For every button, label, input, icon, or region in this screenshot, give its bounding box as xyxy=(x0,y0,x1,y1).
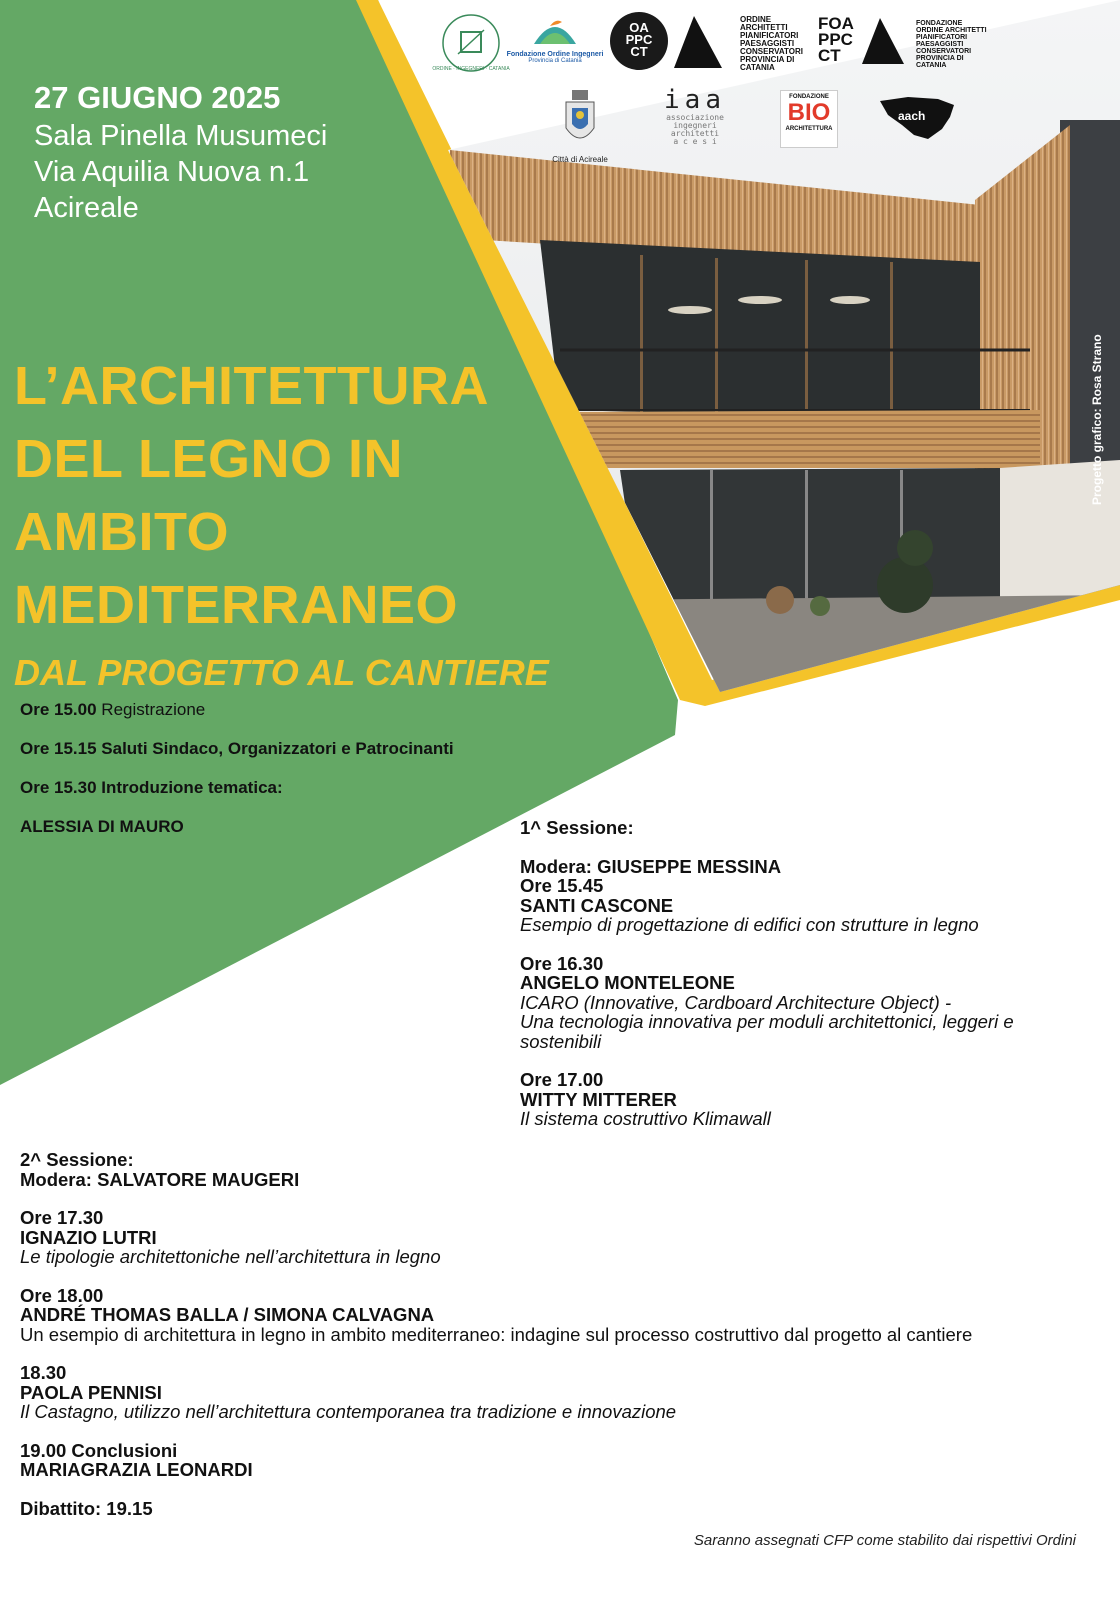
oappc-logo xyxy=(610,12,668,70)
session-heading: 2^ Sessione: xyxy=(20,1149,134,1170)
talk-topic: ICARO (Innovative, Cardboard Architecture Object) - Una tecnologia innovativa per moduli architettonici, leggeri e sostenibili xyxy=(520,991,1014,1052)
talk xyxy=(520,1070,1090,1129)
title-line: L’ARCHITETTURA xyxy=(14,356,489,416)
title-line: MEDITERRANEO xyxy=(14,575,459,635)
session-1 xyxy=(520,818,1090,1129)
talk-speaker: IGNAZIO LUTRI xyxy=(20,1226,157,1248)
program-item: Ore 15.00 Registrazione xyxy=(20,700,206,719)
bio-architettura-logo: FONDAZIONE BIO ARCHITETTURA xyxy=(780,90,838,148)
talk-topic: Il sistema costruttivo Klimawall xyxy=(520,1108,771,1129)
talk-time: Ore 17.30 xyxy=(20,1207,104,1228)
aach-logo xyxy=(878,95,956,141)
conclusions-speaker: MARIAGRAZIA LEONARDI xyxy=(20,1459,253,1480)
ordine-ingegneri-logo xyxy=(432,12,510,74)
ordine-ingegneri-ring-text: ORDINE · INGEGNERI · CATANIA xyxy=(432,66,510,72)
talk-speaker: PAOLA PENNISI xyxy=(20,1381,162,1403)
event-venue: Sala Pinella Musumeci xyxy=(34,120,328,152)
fondazione-ingegneri-name: Fondazione Ordine Ingegneri xyxy=(506,51,604,58)
talk-topic: Esempio di progettazione di edifici con strutture in legno xyxy=(520,914,979,935)
talk xyxy=(520,954,1090,1052)
mountain-icon xyxy=(530,14,580,46)
oappc-mark: OA PPC CT xyxy=(625,20,653,59)
talk-time: 18.30 xyxy=(20,1362,67,1383)
citta-label: Città di Acireale xyxy=(552,155,608,164)
title-line: AMBITO xyxy=(14,502,229,562)
event-title xyxy=(14,350,489,642)
talk-time: Ore 16.30 xyxy=(520,952,604,974)
debate: Dibattito: 19.15 xyxy=(20,1497,153,1519)
title-line: DEL LEGNO IN xyxy=(14,429,404,489)
bio-mark: BIO xyxy=(787,99,831,126)
iaa-mark: iaa xyxy=(664,85,726,115)
aach-mark: aach xyxy=(898,109,926,123)
talk-speaker: ANDRÉ THOMAS BALLA / SIMONA CALVAGNA xyxy=(20,1304,435,1325)
conclusions: 19.00 Conclusioni xyxy=(20,1439,178,1461)
oappc-triangle-icon xyxy=(672,14,724,70)
talk xyxy=(20,1208,1060,1267)
event-subtitle: DAL PROGETTO AL CANTIERE xyxy=(14,652,549,693)
event-city: Acireale xyxy=(34,192,139,224)
session-moderator: Modera: GIUSEPPE MESSINA xyxy=(520,855,782,877)
program-item: ALESSIA DI MAURO xyxy=(20,817,184,836)
session-moderator: Modera: SALVATORE MAUGERI xyxy=(20,1168,300,1190)
citta-acireale-logo xyxy=(548,88,612,164)
talk-speaker: SANTI CASCONE xyxy=(520,894,674,916)
fondazione-architetti-text: FONDAZIONE ORDINE ARCHITETTI PIANIFICATORI PAESAGGISTI CONSERVATORI PROVINCIA DI CATANIA xyxy=(916,20,987,69)
fondazione-ingegneri-logo xyxy=(505,14,605,70)
session-2 xyxy=(20,1150,1060,1518)
talk xyxy=(20,1363,1060,1422)
cfp-note: Saranno assegnati CFP come stabilito dai rispettivi Ordini xyxy=(693,1532,1076,1549)
session-heading: 1^ Sessione: xyxy=(520,817,634,838)
event-date: 27 GIUGNO 2025 xyxy=(34,80,281,115)
talk-topic: Le tipologie architettoniche nell’architettura in legno xyxy=(20,1246,441,1267)
program-item: Ore 15.30 Introduzione tematica: xyxy=(20,778,283,797)
talk-topic: Il Castagno, utilizzo nell’architettura contemporanea tra tradizione e innovazione xyxy=(20,1401,677,1422)
talk-topic: Un esempio di architettura in legno in ambito mediterraneo: indagine sul processo costruttivo dal progetto al cantiere xyxy=(20,1323,973,1345)
event-info xyxy=(34,80,327,226)
foappc-triangle-icon xyxy=(860,16,906,66)
program-item: Ore 15.15 Saluti Sindaco, Organizzatori e Patrocinanti xyxy=(20,739,454,758)
iaa-logo: iaa associazione ingegneri architetti a c e s i xyxy=(660,86,730,146)
coat-of-arms-icon xyxy=(562,88,598,150)
talk-time: Ore 18.00 xyxy=(20,1284,104,1306)
talk xyxy=(20,1286,1060,1345)
photo-credit: Progetto grafico: Rosa Strano xyxy=(1090,334,1104,505)
talk-time: Ore 15.45 xyxy=(520,875,604,896)
event-address: Via Aquilia Nuova n.1 xyxy=(34,156,310,188)
talk-speaker: WITTY MITTERER xyxy=(520,1088,677,1110)
talk-speaker: ANGELO MONTELEONE xyxy=(520,972,735,993)
talk xyxy=(520,876,1090,935)
talk-time: Ore 17.00 xyxy=(520,1069,604,1090)
ordine-architetti-text: ORDINE ARCHITETTI PIANIFICATORI PAESAGGISTI CONSERVATORI PROVINCIA DI CATANIA xyxy=(740,15,803,72)
foappc-mark: FOA PPC CT xyxy=(818,14,854,65)
fondazione-ingegneri-sub: Provincia di Catania xyxy=(528,58,582,64)
